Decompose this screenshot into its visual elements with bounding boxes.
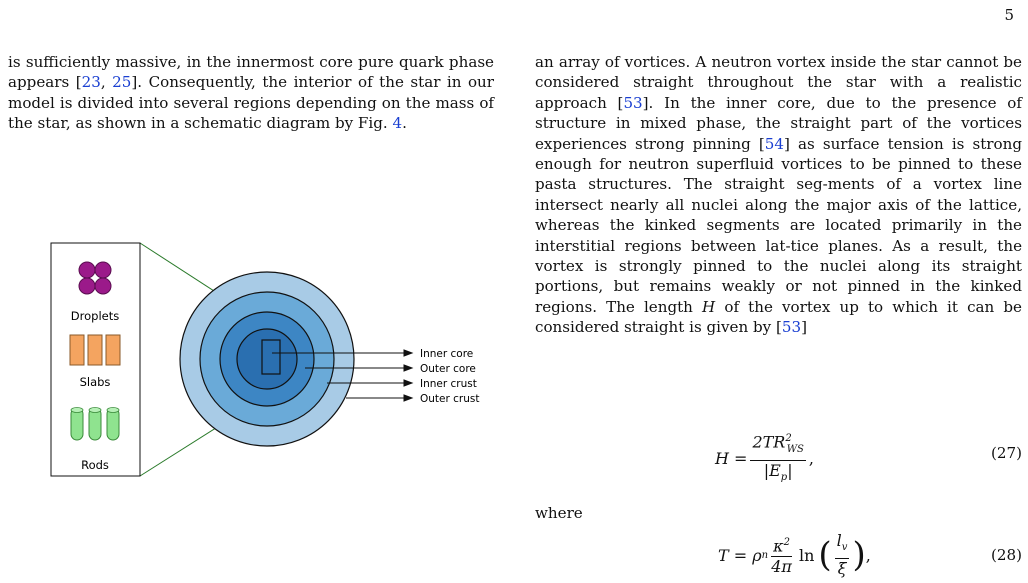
inner-crust-label: Inner crust (420, 378, 477, 390)
citation-link[interactable]: 54 (764, 134, 784, 153)
outer-core-label: Outer core (420, 363, 476, 375)
zoom-region-box (262, 340, 280, 374)
slabs-label: Slabs (79, 375, 111, 389)
rods-label: Rods (81, 458, 109, 472)
equation-27 (535, 430, 1022, 483)
outer-crust-arrowhead (404, 395, 412, 401)
equation-27-number: (27) (991, 444, 1022, 462)
equation-27-fraction: $\frac{2TR^2_{WS}}{|E_p|}$ (750, 430, 805, 487)
droplets-label: Droplets (70, 309, 120, 323)
page-number: 5 (1004, 6, 1014, 24)
inner-core-arrowhead (404, 350, 412, 356)
neutron-star-schematic-figure (50, 242, 500, 482)
equation-28 (535, 532, 1022, 582)
equation-28-fraction: $\frac{\kappa^2}{4\pi}$ (771, 534, 792, 576)
inner-core-label: Inner core (420, 348, 474, 360)
equation-28-inner-fraction: $\frac{l_v}{\xi}$ (836, 531, 848, 579)
slabs-icon (70, 335, 120, 365)
right-column-text: an array of vortices. A neutron vortex inside the star cannot be considered straight throughout the star with a realistic approach [53]. In the inner core, due to the presence of structure in mixed phase, the straight part of the vortices experiences strong pinning [54] as surface tension is strong enough for neutron superfluid vortices to be pinned to these pasta structures. The straight seg-ments of a vortex line intersect nearly all nuclei along the major axis of the lattice, whereas the kinked segments are located primarily in the interstitial regions between lat-tice planes. As a result, the vortex is strongly pinned to the nuclei along its straight portions, but remains weakly or not pinned in the kinked regions. The length H of the vortex up to which it can be considered straight is given by [53] (535, 53, 1022, 337)
outer-core-arrowhead (404, 365, 412, 371)
outer-crust-label: Outer crust (420, 393, 480, 405)
where-text: where (535, 504, 583, 522)
rods-icon (71, 408, 119, 441)
inner-crust-arrowhead (404, 380, 412, 386)
equation-28-body: T = ρ n $\frac{\kappa^2}{4\pi}$ ln ( $\frac{l_v}{\xi}$ ) , (718, 531, 871, 579)
citation-link[interactable]: 53 (623, 93, 643, 112)
citation-link[interactable]: 23 (81, 73, 101, 92)
equation-28-number: (28) (991, 546, 1022, 564)
figure-reference-link[interactable]: 4 (392, 114, 403, 133)
math-symbol-h: H (702, 297, 716, 316)
equation-27-body: H = $\frac{2TR^2_{WS}}{|E_p|}$ , (715, 430, 814, 487)
citation-link[interactable]: 53 (781, 318, 802, 337)
left-column-text: is sufficiently massive, in the innermost core pure quark phase appears [23, 25]. Consequently, the interior of the star in our model is divided into several regions depending on the mass of the star, as shown in a schematic diagram by Fig. 4. (8, 53, 494, 133)
neutron-star-schematic-svg (50, 242, 500, 482)
citation-link[interactable]: 25 (112, 73, 132, 92)
